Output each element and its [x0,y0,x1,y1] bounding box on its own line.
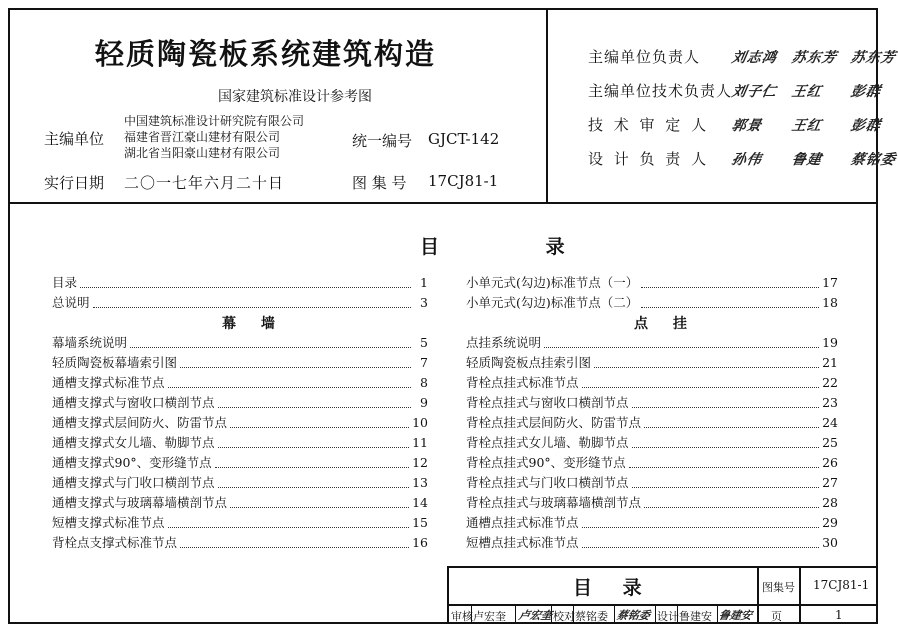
toc-entry[interactable]: 背栓点挂式女儿墙、勒脚节点 25 [466,435,838,450]
toc-section-heading: 点 挂 [634,316,697,332]
page-label: 页 [771,610,782,623]
toc-entry[interactable]: 通槽支撑式标准节点 8 [52,375,428,390]
signature-name: 王红 [789,84,823,100]
toc-entry[interactable]: 通槽点挂式标准节点 29 [466,515,838,530]
toc-entry[interactable]: 背栓点挂式层间防火、防雷节点 24 [466,415,838,430]
toc-entry[interactable]: 小单元式(勾边)标准节点（二） 18 [466,295,838,310]
signature-name: 苏东芳 [789,50,838,66]
atlas-number: 17CJ81-1 [428,172,499,190]
toc-entry[interactable]: 背栓点挂式标准节点 22 [466,375,838,390]
toc-entry[interactable]: 轻质陶瓷板幕墙索引图 7 [52,355,428,370]
document-subtitle: 国家建筑标准设计参考图 [218,89,372,105]
toc-entry[interactable]: 通槽支撑式与玻璃幕墙横剖节点 14 [52,495,428,510]
toc-entry[interactable]: 短槽支撑式标准节点 15 [52,515,428,530]
page-number: 1 [835,608,843,622]
editor-units [124,113,304,161]
signature-name: 苏东芳 [849,50,898,66]
signature-row [588,148,896,169]
reviewer-name: 卢宏奎 [473,610,506,623]
toc-entry[interactable]: 背栓点支撑式标准节点 16 [52,535,428,550]
toc-title: 目 录 [420,236,615,258]
toc-entry[interactable]: 通槽支撑式90°、变形缝节点 12 [52,455,428,470]
document-title: 轻质陶瓷板系统建筑构造 [95,37,437,71]
review-label: 审核 [451,610,473,623]
effective-date-label: 实行日期 [44,174,105,192]
editor-unit-2: 福建省晋江豪山建材有限公司 [124,130,281,144]
designer-name: 鲁建安 [679,610,712,623]
design-label: 设计 [657,610,679,623]
atlas-no-label: 图集号 [762,581,795,594]
checker-signature: 蔡铭委 [615,609,652,622]
signature-name: 郭景 [730,118,764,134]
signature-name: 刘志鸿 [730,50,779,66]
signature-name: 彭群 [849,84,883,100]
signature-row [588,80,881,101]
effective-date: 二〇一七年六月二十日 [124,174,285,192]
unified-number: GJCT-142 [428,130,500,148]
check-label: 校对 [553,610,575,623]
toc-entry[interactable]: 背栓点挂式与玻璃幕墙横剖节点 28 [466,495,838,510]
editor-unit-3: 湖北省当阳豪山建材有限公司 [124,146,281,160]
toc-entry[interactable]: 轻质陶瓷板点挂索引图 21 [466,355,838,370]
signature-role: 技 术 审 定 人 [588,116,710,134]
toc-entry[interactable]: 通槽支撑式与门收口横剖节点 13 [52,475,428,490]
signature-name: 王红 [789,118,823,134]
signature-name: 彭群 [849,118,883,134]
toc-entry[interactable]: 背栓点挂式与门收口横剖节点 27 [466,475,838,490]
editor-unit-label: 主编单位 [44,130,105,148]
title-block [447,566,878,624]
unified-number-label: 统一编号 [352,132,413,150]
signature-role: 主编单位技术负责人 [588,82,733,100]
header-divider [8,202,878,204]
checker-name: 蔡铭委 [575,610,608,623]
toc-entry[interactable]: 通槽支撑式与窗收口横剖节点 9 [52,395,428,410]
signature-name: 鲁建 [789,152,823,168]
atlas-number-label: 图 集 号 [352,174,407,192]
atlas-no: 17CJ81-1 [813,578,870,592]
signature-name: 孙伟 [730,152,764,168]
toc-entry[interactable]: 目录 1 [52,275,428,290]
toc-entry[interactable]: 幕墙系统说明 5 [52,335,428,350]
toc-entry[interactable]: 短槽点挂式标准节点 30 [466,535,838,550]
signature-role: 主编单位负责人 [588,48,701,66]
toc-entry[interactable]: 小单元式(勾边)标准节点（一） 17 [466,275,838,290]
header-vertical-divider [546,8,548,203]
designer-signature: 鲁建安 [717,609,754,622]
toc-entry[interactable]: 背栓点挂式与窗收口横剖节点 23 [466,395,838,410]
title-block-name: 目 录 [573,577,654,599]
toc-entry[interactable]: 点挂系统说明 19 [466,335,838,350]
toc-section-heading: 幕 墙 [222,316,285,332]
signature-name: 蔡铭委 [849,152,898,168]
signature-row [588,114,881,135]
signature-row [588,46,896,67]
toc-entry[interactable]: 通槽支撑式女儿墙、勒脚节点 11 [52,435,428,450]
toc-entry[interactable]: 背栓点挂式90°、变形缝节点 26 [466,455,838,470]
toc-entry[interactable]: 通槽支撑式层间防火、防雷节点 10 [52,415,428,430]
signature-role: 设 计 负 责 人 [588,150,710,168]
reviewer-signature: 卢宏奎 [517,609,554,622]
editor-unit-1: 中国建筑标准设计研究院有限公司 [124,114,305,128]
toc-entry[interactable]: 总说明 3 [52,295,428,310]
signature-name: 刘子仁 [730,84,779,100]
